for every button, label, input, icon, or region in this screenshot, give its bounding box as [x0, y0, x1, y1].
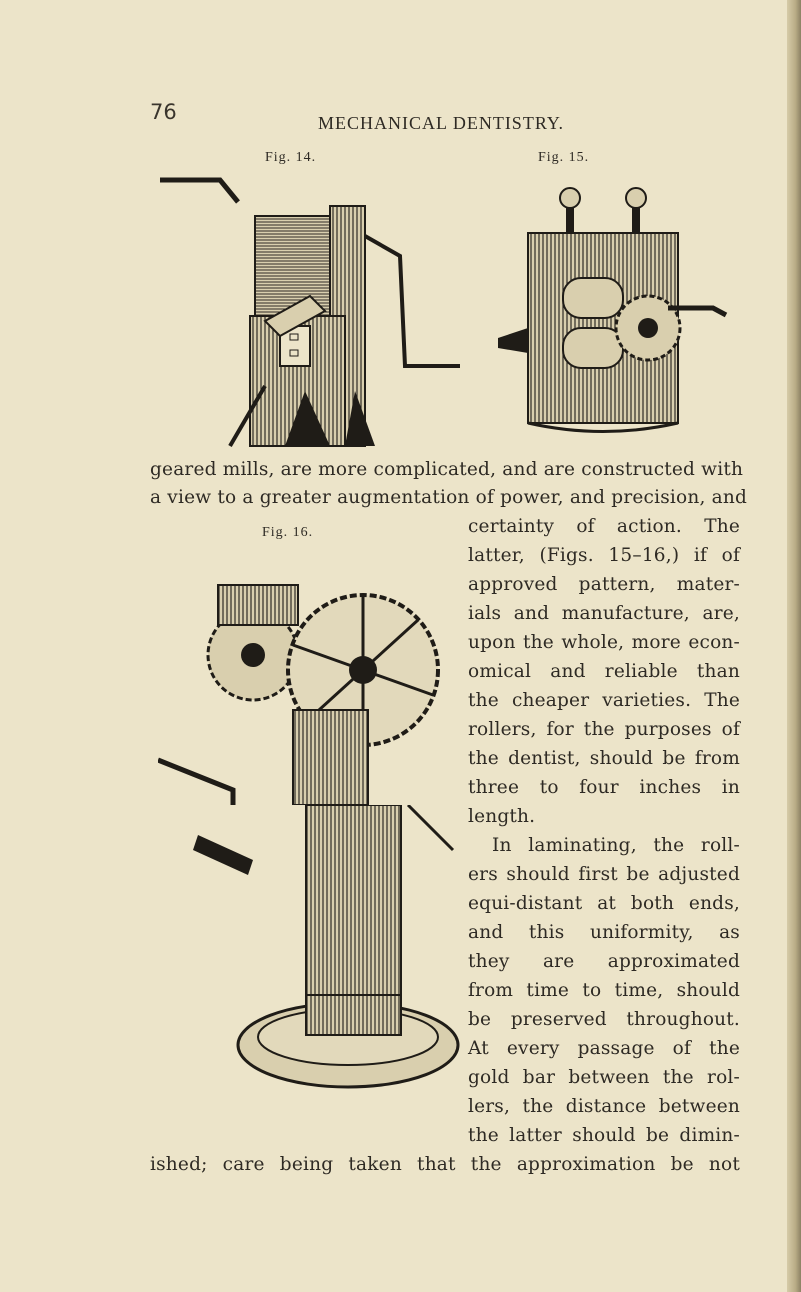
body-line-13: length. — [468, 806, 536, 827]
fig14-caption: Fig. 14. — [265, 150, 317, 165]
body-line-14: In laminating, the roll- — [492, 835, 740, 856]
fig15-geared-rolling-mill-illustration — [478, 178, 733, 438]
body-line-8: omical and reliable than — [468, 661, 740, 682]
body-line-16: equi-distant at both ends, — [468, 893, 740, 914]
body-line-18: they are approximated — [468, 951, 740, 972]
body-line-10: rollers, for the purposes of — [468, 719, 740, 740]
body-line-20: be preserved throughout. — [468, 1009, 740, 1030]
running-head: MECHANICAL DENTISTRY. — [318, 113, 565, 133]
body-line-4: latter, (Figs. 15–16,) if of — [468, 545, 740, 566]
body-line-11: the dentist, should be from — [468, 748, 740, 769]
fig14-hand-rolling-mill-illustration — [160, 176, 460, 450]
fig16-mill-stand-base-illustration — [158, 805, 464, 1090]
body-line-15: ers should first be adjusted — [468, 864, 740, 885]
body-line-3: certainty of action. The — [468, 516, 740, 537]
body-line-9: the cheaper varieties. The — [468, 690, 740, 711]
page-edge-shadow — [787, 0, 801, 1292]
body-line-5: approved pattern, mater- — [468, 574, 740, 595]
body-line-12: three to four inches in — [468, 777, 740, 798]
body-line-19: from time to time, should — [468, 980, 740, 1001]
page-number: 76 — [150, 100, 177, 124]
body-line-17: and this uniformity, as — [468, 922, 740, 943]
fig16-caption: Fig. 16. — [262, 525, 314, 540]
body-line-25: ished; care being taken that the approximation be not — [150, 1154, 740, 1175]
body-line-24: the latter should be dimin- — [468, 1125, 740, 1146]
body-line-1: geared mills, are more complicated, and are constructed with — [150, 459, 744, 480]
body-line-6: ials and manufacture, are, — [468, 603, 740, 624]
body-line-22: gold bar between the rol- — [468, 1067, 740, 1088]
body-line-23: lers, the distance between — [468, 1096, 740, 1117]
fig16-geared-rolling-mill-with-handle-illustration — [158, 545, 462, 805]
body-line-21: At every passage of the — [468, 1038, 740, 1059]
body-line-2: a view to a greater augmentation of power, and precision, and — [150, 487, 748, 508]
fig15-caption: Fig. 15. — [538, 150, 590, 165]
body-line-7: upon the whole, more econ- — [468, 632, 740, 653]
